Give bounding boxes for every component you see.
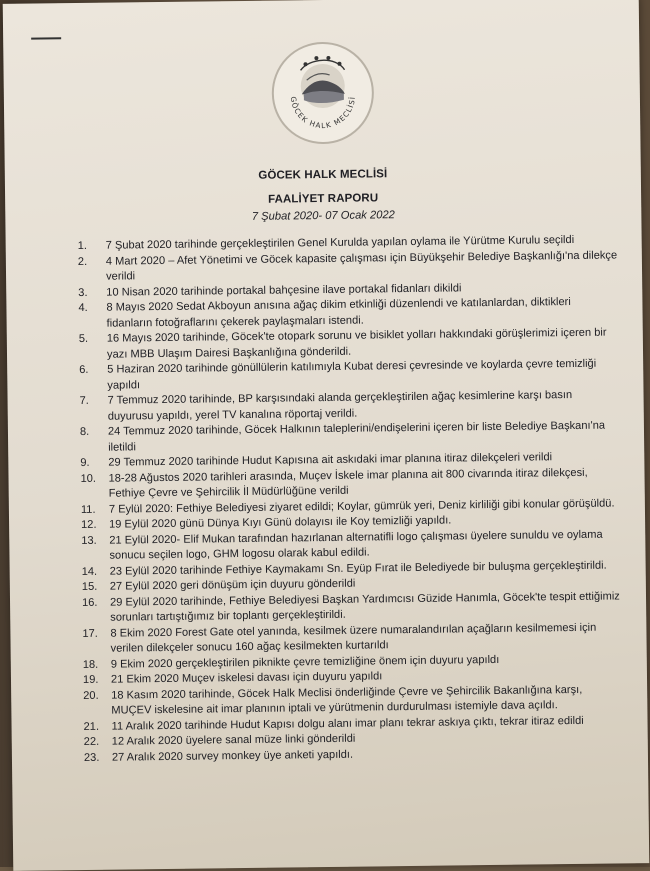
activity-number: 2. bbox=[77, 255, 88, 268]
activity-text: 7 Eylül 2020: Fethiye Belediyesi ziyaret edildi; Koylar, gümrük yeri, Deniz kirliliği gibi konular görüşüldü. bbox=[108, 496, 615, 516]
logo-emblem-icon bbox=[273, 43, 372, 142]
activity-number: 22. bbox=[83, 735, 100, 748]
activity-number: 20. bbox=[83, 689, 99, 702]
activity-text: 12 Aralık 2020 üyelere sanal müze linki gönderildi bbox=[111, 732, 356, 748]
activity-number: 3. bbox=[78, 286, 88, 299]
activity-number: 16. bbox=[81, 596, 98, 609]
activity-number: 11. bbox=[80, 503, 96, 516]
activity-number: 5. bbox=[78, 332, 89, 346]
activity-number: 21. bbox=[83, 720, 100, 733]
activity-text: 23 Eylül 2020 tarihinde Fethiye Kaymakamı Sn. Eyüp Fırat ile Belediyede bir buluşma gerçekleştirildi. bbox=[109, 559, 607, 578]
activity-number: 13. bbox=[81, 534, 97, 547]
activity-number: 19. bbox=[82, 673, 99, 686]
activity-number: 12. bbox=[81, 518, 97, 531]
activity-number: 23. bbox=[83, 751, 100, 764]
activity-text: 27 Aralık 2020 survey monkey üye anketi yapıldı. bbox=[111, 748, 354, 764]
activity-text: 4 Mart 2020 – Afet Yönetimi ve Göcek kapasite çalışması için Büyükşehir Belediye Başkanlığı'na dilekçe verildi bbox=[105, 248, 618, 283]
activity-text: 21 Ekim 2020 Muçev iskelesi davası için duyuru yapıldı bbox=[110, 670, 383, 686]
activity-number: 18. bbox=[82, 658, 99, 671]
activity-text: 11 Aralık 2020 tarihinde Hudut Kapısı dolgu alanı imar planı tekrar askıya çıktı, tekrar itiraz edildi bbox=[111, 714, 584, 733]
activity-number: 17. bbox=[82, 627, 98, 640]
report-date-range: 7 Şubat 2020- 07 Ocak 2022 bbox=[251, 209, 395, 223]
activity-number: 9. bbox=[80, 456, 90, 470]
activity-number: 1. bbox=[77, 239, 88, 253]
activity-number: 6. bbox=[79, 363, 89, 377]
activity-number: 4. bbox=[78, 301, 88, 315]
activity-number: 10. bbox=[80, 472, 97, 485]
activity-number: 15. bbox=[81, 580, 98, 593]
activity-text: 10 Nisan 2020 tarihinde portakal bahçesine ilave portakal fidanları dikildi bbox=[106, 281, 462, 299]
activity-number: 7. bbox=[79, 394, 89, 408]
activity-list bbox=[78, 232, 624, 766]
activity-text: 19 Eylül 2020 günü Dünya Kıyı Günü dolayısı ile Koy temizliği yapıldı. bbox=[109, 514, 452, 531]
report-title: FAALİYET RAPORU bbox=[268, 192, 379, 206]
activity-text: 7 Şubat 2020 tarihinde gerçekleştirilen Genel Kurulda yapılan oylama ile Yürütme Kurulu seçildi bbox=[105, 233, 575, 252]
activity-text: 16 Mayıs 2020 tarihinde, Göcek'te otopark sorunu ve bisiklet yolları hakkındaki görüşlerimizi içeren bir yazı MBB Ulaşım Dairesi Başkanlığına gönderildi. bbox=[106, 326, 607, 361]
activity-number: 14. bbox=[81, 565, 98, 578]
logo-circular-text: GÖCEK HALK MECLİSİ bbox=[288, 95, 357, 131]
activity-text: 5 Haziran 2020 tarihinde gönüllülerin katılımıyla Kubat deresi çevresinde ve koylarda çevre temizliği yapıldı bbox=[107, 357, 597, 392]
activity-number: 8. bbox=[79, 425, 90, 439]
activity-text: 7 Temmuz 2020 tarihinde, BP karşısındaki alanda gerçekleştirilen ağaç kesimlerine karşı basın duyurusu yapıldı, yerel TV kanalına röportaj verildi. bbox=[107, 388, 573, 423]
activity-text: 8 Ekim 2020 Forest Gate otel yanında, kesilmek üzere numaralandırılan açağların kesilmemesi için verilen dilekçeler sonucu 160 ağaç kesilmekten kurtarıldı bbox=[110, 621, 597, 655]
activity-text: 29 Eylül 2020 tarihinde, Fethiye Belediyesi Başkan Yardımcısı Güzide Hanımla, Göcek'te tespit ettiğimiz sorunları tartıştığımız bir toplantı gerçekleştirildi. bbox=[109, 589, 620, 624]
activity-text: 18-28 Ağustos 2020 tarihleri arasında, Muçev İskele imar planına ait 800 civarında itiraz dilekçesi, Fethiye Çevre ve Şehircilik İl Müdürlüğüne verildi bbox=[108, 466, 588, 500]
report-page bbox=[3, 0, 650, 871]
activity-text: 29 Temmuz 2020 tarihinde Hudut Kapısına ait askıdaki imar planına itiraz dilekçeleri verildi bbox=[108, 451, 553, 469]
activity-text: 27 Eylül 2020 geri dönüşüm için duyuru gönderildi bbox=[109, 577, 356, 593]
activity-text: 9 Ekim 2020 gerçekleştirilen piknikte çevre temizliğine önem için duyuru yapıldı bbox=[110, 653, 500, 671]
organization-logo bbox=[271, 41, 374, 144]
activity-text: 8 Mayıs 2020 Sedat Akboyun anısına ağaç dikim etkinliği düzenlendi ve katılanlardan, diktikleri fidanların fotoğraflarını çekerek paylaşmaları istendi. bbox=[106, 296, 571, 330]
activity-text: 24 Temmuz 2020 tarihinde, Göcek Halkının taleplerini/endişelerini içeren bir liste Belediye Başkanı'na iletildi bbox=[107, 419, 606, 454]
activity-text: 18 Kasım 2020 tarihinde, Göcek Halk Meclisi önderliğinde Çevre ve Şehircilik Bakanlığına karşı, MUÇEV iskelesine ait imar planının iptali ve yürütmenin durdurulması istemiyle dava açıldı. bbox=[111, 683, 583, 717]
organization-title: GÖCEK HALK MECLİSİ bbox=[258, 168, 388, 182]
pen-mark bbox=[31, 37, 61, 39]
activity-text: 21 Eylül 2020- Elif Mukan tarafından hazırlanan alternatifli logo çalışması üyelere sunuldu ve oylama sonucu seçilen logo, GHM logosu olarak kabul edildi. bbox=[109, 528, 603, 562]
